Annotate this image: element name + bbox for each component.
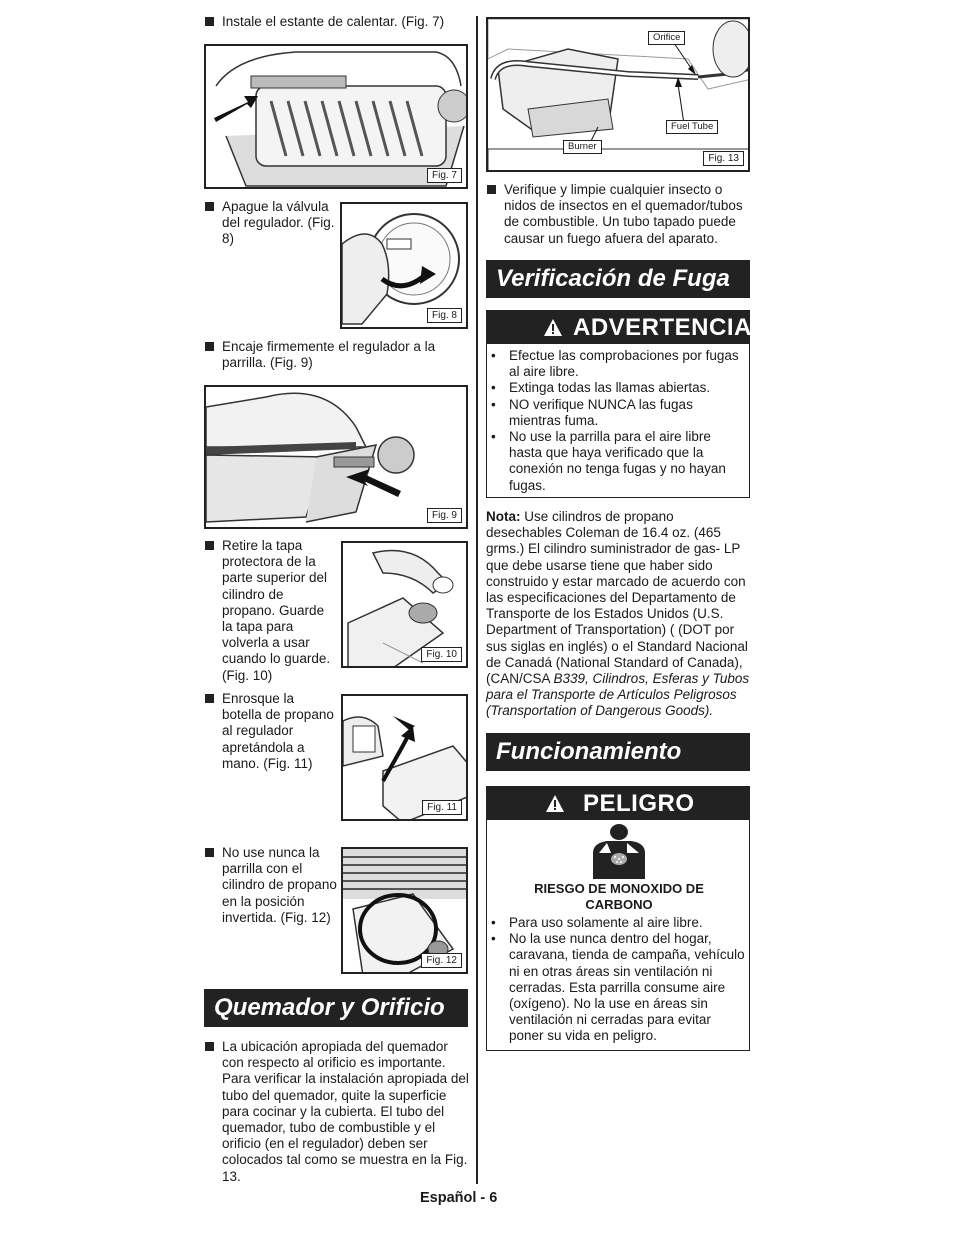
figure-9: [204, 385, 468, 529]
fig13-label: Fig. 13: [703, 151, 744, 166]
section-title-leak-text: Verificación de Fuga: [496, 265, 730, 292]
note-paragraph: [486, 509, 750, 720]
warning-header: [487, 311, 752, 344]
figure-12: [341, 847, 468, 974]
callout-burner: Burner: [563, 140, 602, 154]
step-insects: Verifique y limpie cualquier insecto o nidos de insectos en el quemador/tubos de combustible. Un tubo tapado puede causar un fuego afuera del aparato.: [504, 182, 743, 246]
warning-list: [487, 348, 745, 494]
note-label: Nota:: [486, 509, 521, 524]
section-title-leak: [486, 260, 750, 298]
step-screw-bottle: Enrosque la botella de propano al regulador apretándola a mano. (Fig. 11): [222, 691, 334, 771]
danger-item: • No la use nunca dentro del hogar, caravana, tienda de campaña, vehículo ni en otras áreas sin ventilación ni cerradas. Esta parrilla consume aire (oxígeno). No la use en áreas sin ventilación ni cerradas para evitar poner su vida en peligro.: [487, 931, 745, 1044]
fig11-label: Fig. 11: [422, 800, 462, 815]
step-no-inverted: No use nunca la parrilla con el cilindro de propano en la posición invertida. (Fig. 12): [222, 845, 337, 925]
warning-box: [486, 310, 750, 498]
bullet-square: [205, 541, 214, 550]
figure-10: [341, 541, 468, 668]
note-italic: B339, Cilindros, Esferas y Tubos para el Transporte de Artículos Peligrosos (Transportation of Dangerous Goods).: [486, 671, 750, 719]
carbon-monoxide-person-icon: [591, 823, 647, 879]
step-install-shelf: Instale el estante de calentar. (Fig. 7): [222, 14, 445, 29]
figure-7: [204, 44, 468, 189]
step-attach-regulator: Encaje firmemente el regulador a la parrilla. (Fig. 9): [222, 339, 436, 371]
figure-13: [486, 17, 750, 172]
warning-item: • Extinga todas las llamas abiertas.: [487, 380, 745, 396]
warning-item: • NO verifique NUNCA las fugas mientras fuma.: [487, 397, 745, 429]
danger-title: PELIGRO: [583, 790, 695, 817]
callout-orifice: Orifice: [648, 31, 685, 45]
fig8-label: Fig. 8: [427, 308, 462, 323]
column-divider: [476, 16, 478, 1184]
section-title-burner: [204, 989, 468, 1027]
step-burner-check: La ubicación apropiada del quemador con respecto al orificio es importante. Para verificar la instalación apropiada del tubo del quemador, quite la superficie para cocinar y la cubierta. El tubo del quemador, tubo de combustible y el orificio (en el regulador) deben ser colocados tal como se muestra en la Fig. 13.: [222, 1039, 469, 1184]
fig12-label: Fig. 12: [421, 953, 462, 968]
fig10-label: Fig. 10: [421, 647, 462, 662]
warning-item: • No use la parrilla para el aire libre hasta que haya verificado que la conexión no tenga fugas y no hayan fugas.: [487, 429, 745, 494]
callout-fuel-tube: Fuel Tube: [666, 120, 718, 134]
danger-heading: RIESGO DE MONOXIDO DE CARBONO: [534, 881, 704, 912]
danger-box: [486, 786, 750, 1051]
danger-item: • Para uso solamente al aire libre.: [487, 915, 745, 931]
bullet-square: [205, 694, 214, 703]
page-footer: Español - 6: [420, 1190, 498, 1206]
fig7-label: Fig. 7: [427, 168, 462, 183]
section-title-operation: [486, 733, 750, 771]
danger-list: [487, 915, 745, 1045]
bullet-square: [487, 185, 496, 194]
bullet-square: [205, 342, 214, 351]
fig9-label: Fig. 9: [427, 508, 462, 523]
bullet-square: [205, 1042, 214, 1051]
warning-item: • Efectue las comprobaciones por fugas al aire libre.: [487, 348, 745, 380]
danger-header: [487, 787, 749, 820]
warning-triangle-icon: [545, 794, 565, 813]
bullet-square: [205, 17, 214, 26]
step-valve-off: Apague la válvula del regulador. (Fig. 8): [222, 199, 335, 247]
section-title-burner-text: Quemador y Orificio: [214, 994, 445, 1021]
warning-triangle-icon: [543, 318, 563, 337]
bullet-square: [205, 202, 214, 211]
note-text: Use cilindros de propano desechables Coleman de 16.4 oz. (465 grms.) El cilindro suministrador de gas- LP que debe usarse tiene que haber sido construido y estar marcado de acuerdo con las especificaciones del Departamento de Transporte de los Estados Unidos (U.S. Department of Transportation) ( (DOT por sus siglas en inglés) o el Standard Nacional de Canadá (National Standard of Canada), (CAN/CSA: [486, 509, 748, 687]
section-title-operation-text: Funcionamiento: [496, 738, 682, 765]
figure-11: [341, 694, 468, 821]
warning-title: ADVERTENCIA: [573, 314, 752, 341]
figure-8: [340, 202, 468, 329]
step-remove-cap: Retire la tapa protectora de la parte superior del cilindro de propano. Guarde la tapa para volverla a usar cuando lo guarde. (Fig. 10): [222, 538, 331, 683]
bullet-square: [205, 848, 214, 857]
burner-orifice-illustration: [488, 19, 750, 172]
